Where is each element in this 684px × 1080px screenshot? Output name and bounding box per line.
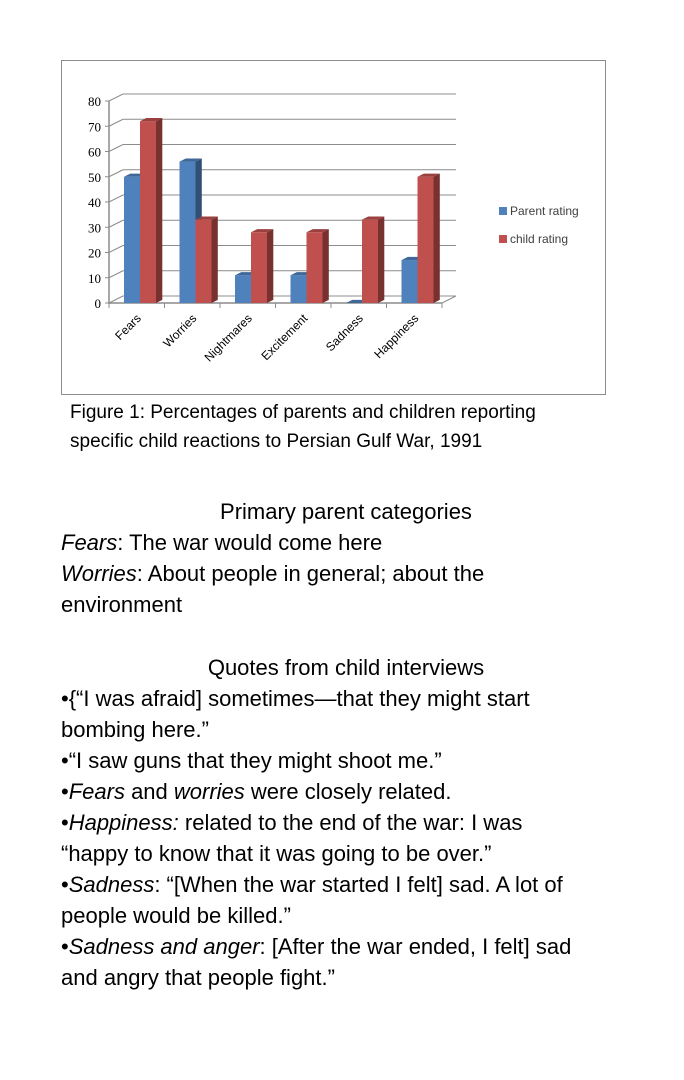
quote-6-line-2: and angry that people fight.” <box>61 965 335 990</box>
bullet: • <box>61 810 69 835</box>
bullet: • <box>61 779 69 804</box>
bar <box>140 121 156 303</box>
bar-chart <box>62 61 607 396</box>
svg-text:0: 0 <box>94 296 101 311</box>
quotes-section <box>61 652 631 993</box>
quote-5-line-1 <box>61 869 631 900</box>
term: Fears <box>68 779 125 804</box>
bar <box>402 260 418 303</box>
quote-6-line-1 <box>61 931 631 962</box>
svg-text:Happiness: Happiness <box>371 311 422 362</box>
quote-4-line-1 <box>61 807 631 838</box>
bar <box>180 162 196 303</box>
term: Fears <box>61 530 118 555</box>
chart-frame <box>61 60 606 395</box>
bar <box>418 177 434 303</box>
term: worries <box>173 779 245 804</box>
svg-text:40: 40 <box>88 195 101 210</box>
bar <box>362 220 378 303</box>
quote-3 <box>61 776 631 807</box>
bar <box>307 232 323 303</box>
parent-item-worries <box>61 558 631 589</box>
text: were closely related. <box>244 779 452 804</box>
caption-line-2: specific child reactions to Persian Gulf War, 1991 <box>70 431 483 452</box>
bar <box>124 177 140 303</box>
quote-5-line-2: people would be killed.” <box>61 903 291 928</box>
item-text: : About people in general; about the <box>136 561 485 586</box>
svg-text:70: 70 <box>88 119 101 135</box>
svg-text:Fears: Fears <box>112 311 144 343</box>
item-text: : The war would come here <box>117 530 383 555</box>
quote-4-line-2: “happy to know that it was going to be over.” <box>61 841 492 866</box>
parent-categories-section <box>61 496 631 620</box>
quote-1-line-2: bombing here.” <box>61 717 209 742</box>
svg-text:30: 30 <box>88 220 101 236</box>
term: Happiness: <box>68 810 179 835</box>
bullet: • <box>61 934 69 959</box>
svg-text:60: 60 <box>88 144 101 160</box>
quote-2: •“I saw guns that they might shoot me.” <box>61 748 442 773</box>
bar <box>196 220 212 303</box>
svg-text:20: 20 <box>88 245 101 261</box>
bullet: • <box>61 872 69 897</box>
term: Sadness <box>68 872 155 897</box>
svg-text:Parent rating: Parent rating <box>510 204 579 218</box>
text: : “[When the war started I felt] sad. A lot of <box>154 872 563 897</box>
bar <box>251 232 267 303</box>
parent-item-fears <box>61 527 631 558</box>
term: Worries <box>61 561 137 586</box>
svg-text:80: 80 <box>88 94 101 109</box>
parent-item-worries-cont: environment <box>61 592 183 617</box>
text: : [After the war ended, I felt] sad <box>259 934 572 959</box>
svg-text:10: 10 <box>88 270 101 286</box>
text: related to the end of the war: I was <box>178 810 523 835</box>
bar <box>235 275 251 303</box>
svg-text:50: 50 <box>88 169 101 185</box>
svg-text:Nightmares: Nightmares <box>201 311 255 365</box>
section-heading: Primary parent categories <box>220 499 472 524</box>
quote-1-line-1: •{“I was afraid] sometimes—that they might start <box>61 686 530 711</box>
text: and <box>124 779 174 804</box>
term: Sadness and anger <box>68 934 260 959</box>
figure-caption <box>70 398 630 456</box>
bar <box>291 275 307 303</box>
svg-text:Worries: Worries <box>160 311 200 351</box>
svg-text:Excitement: Excitement <box>258 311 311 364</box>
section-heading: Quotes from child interviews <box>207 655 485 680</box>
caption-line-1: Figure 1: Percentages of parents and children reporting <box>70 402 536 423</box>
svg-text:Sadness: Sadness <box>322 311 366 355</box>
svg-text:child rating: child rating <box>510 232 569 246</box>
